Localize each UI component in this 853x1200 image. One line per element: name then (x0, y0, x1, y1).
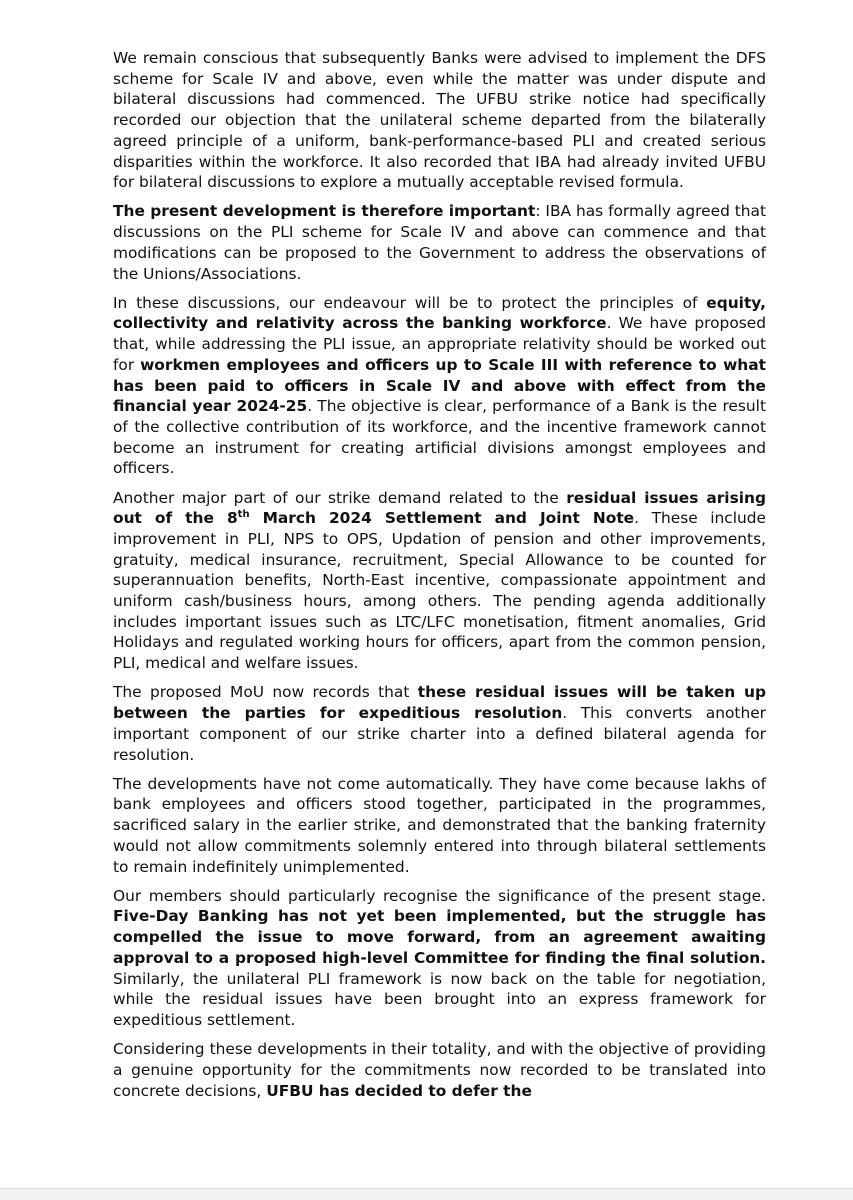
body-text: The proposed MoU now records that (113, 683, 418, 702)
body-text: : IBA has formally agreed that discussions on the PLI scheme for Scale IV and above can commence and that modifications can be proposed to the Government to address the observations of the Unions/Associations. (113, 202, 766, 283)
paragraph-7 (113, 886, 766, 1031)
paragraph-3 (113, 293, 766, 479)
page-bottom-edge (0, 1188, 853, 1200)
body-text: In these discussions, our endeavour will be to protect the principles of (113, 293, 707, 312)
paragraph-6 (113, 774, 766, 878)
body-text: . The objective is clear, performance of a Bank is the result of the collective contribution of its workforce, and the incentive framework cannot become an instrument for creating artificial divisions amongst employees and officers. (113, 397, 766, 478)
paragraph-2 (113, 201, 766, 284)
body-text: . These include improvement in PLI, NPS to OPS, Updation of pension and other improvements, gratuity, medical insurance, recruitment, Special Allowance to be counted for superannuation benefits, North-East incentive, compassionate appointment and uniform cash/business hours, among others. The pending agenda additionally includes important issues such as LTC/LFC monetisation, fitment anomalies, Grid Holidays and regulated working hours for officers, apart from the common pension, PLI, medical and welfare issues. (113, 509, 766, 673)
superscript (238, 509, 250, 520)
body-text: The developments have not come automatically. They have come because lakhs of bank employees and officers stood together, participated in the programmes, sacrificed salary in the earlier strike, and demonstrated that the banking fraternity would not allow commitments solemnly entered into through bilateral settlements to remain indefinitely unimplemented. (113, 774, 766, 876)
body-text: . This converts another important component of our strike charter into a defined bilateral agenda for resolution. (113, 704, 766, 764)
bold-text: Five-Day Banking has not yet been implemented, but the struggle has compelled the issue to move forward, from an agreement awaiting approval to a proposed high-level Committee for finding the final solution. (113, 907, 766, 967)
superscript-text: th (237, 509, 250, 521)
paragraph-5 (113, 682, 766, 765)
body-text: Another major part of our strike demand related to the (113, 488, 567, 507)
paragraph-4 (113, 488, 766, 674)
bold-text: workmen employees and officers up to Scale III with reference to what has been paid to officers in Scale IV and above with effect from the financial year 2024-25 (113, 355, 766, 416)
body-text: Our members should particularly recognise the significance of the present stage. (113, 886, 766, 905)
bold-text: equity, collectivity and relativity across the banking workforce (113, 293, 766, 333)
body-text: We remain conscious that subsequently Banks were advised to implement the DFS scheme for Scale IV and above, even while the matter was under dispute and bilateral discussions had commenced. The UFBU strike notice had specifically recorded our objection that the unilateral scheme departed from the bilaterally agreed principle of a uniform, bank-performance-based PLI and created serious disparities within the workforce. It also recorded that IBA had already invited UFBU for bilateral discussions to explore a mutually acceptable revised formula. (113, 49, 766, 192)
bold-text: these residual issues will be taken up between the parties for expeditious resolution (113, 683, 766, 723)
paragraph-8 (113, 1039, 766, 1101)
body-text: Similarly, the unilateral PLI framework is now back on the table for negotiation, while the residual issues have been brought into an express framework for expeditious settlement. (113, 969, 766, 1029)
paragraph-1 (113, 48, 766, 193)
document-body (113, 48, 766, 1110)
bold-text: residual issues arising out of the 8 (113, 488, 766, 528)
body-text: Considering these developments in their totality, and with the objective of providing a genuine opportunity for the commitments now recorded to be translated into concrete decisions, (113, 1040, 766, 1100)
bold-text: UFBU has decided to defer the (266, 1081, 532, 1100)
bold-text: March 2024 Settlement and Joint Note (249, 509, 635, 528)
bold-text: The present development is therefore important (113, 202, 536, 221)
body-text: . We have proposed that, while addressing the PLI issue, an appropriate relativity should be worked out for (113, 314, 766, 374)
